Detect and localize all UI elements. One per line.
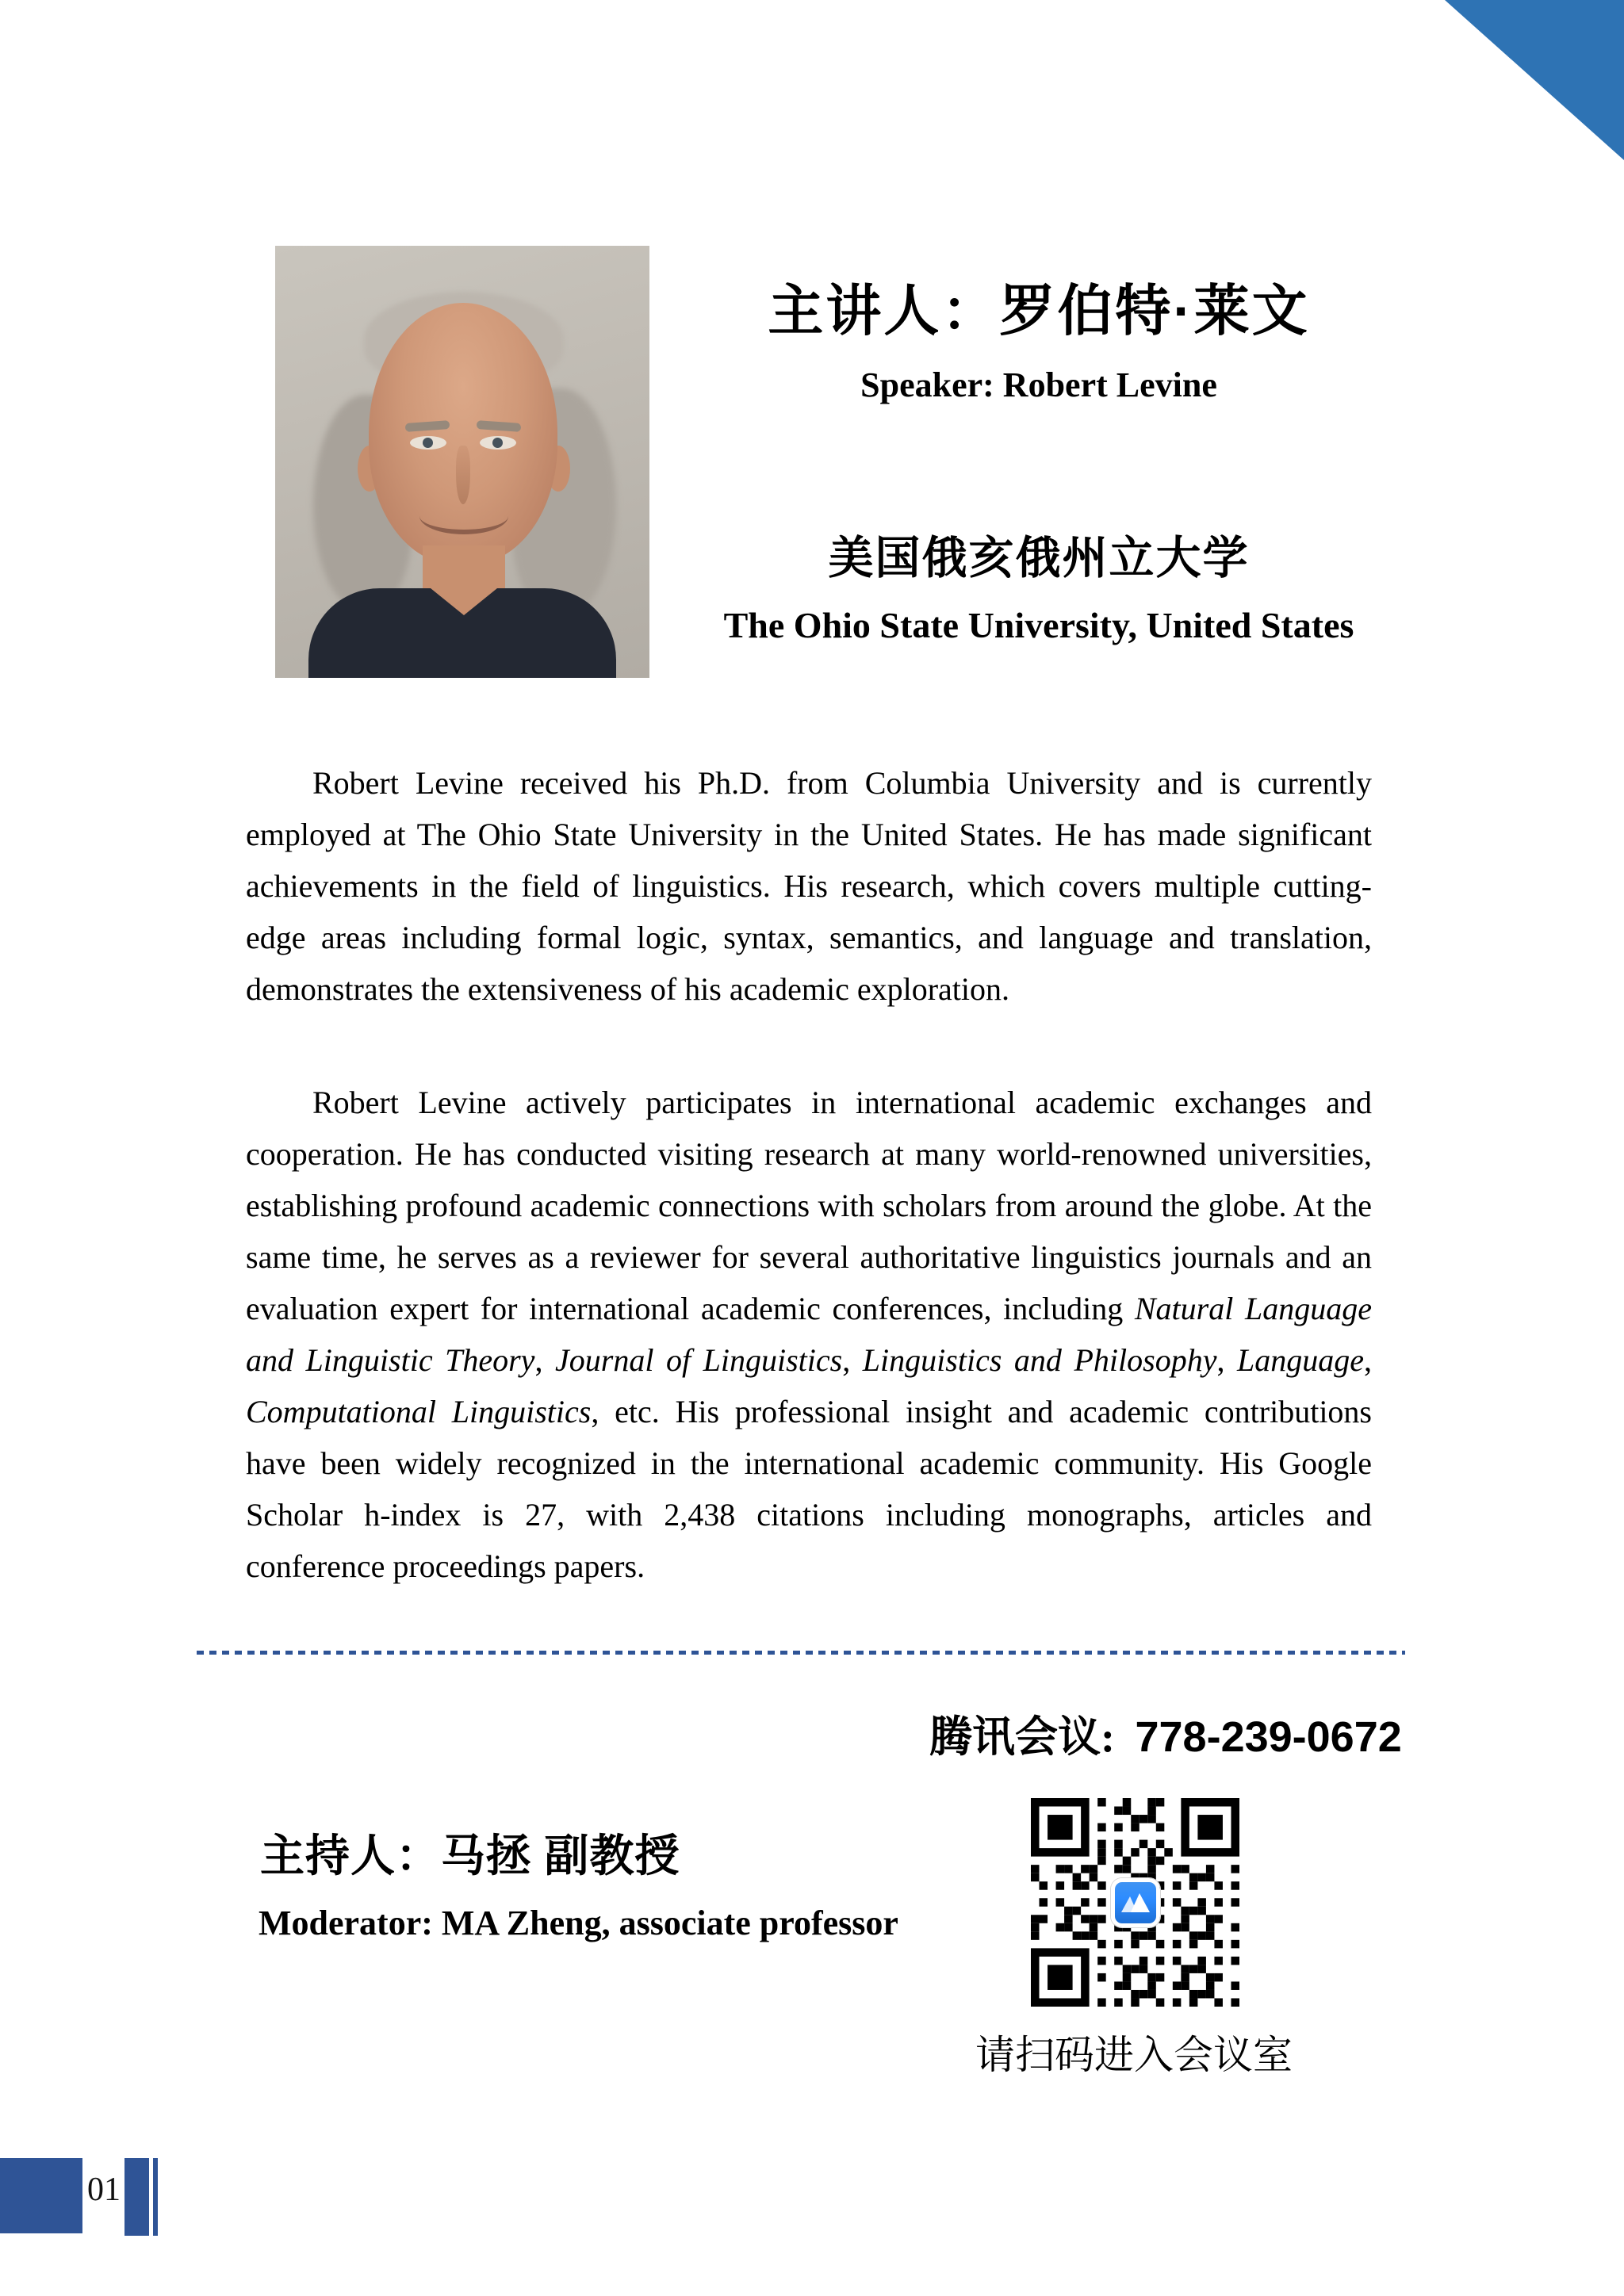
dashed-divider — [197, 1651, 1405, 1655]
bio-paragraph-2: Robert Levine actively participates in international academic exchanges and cooperation. He has conducted visiting research at many world-renowned universities, establishing profound academic connections with scholars from around the globe. At the same time, he serves as a reviewer for several authoritative linguistics journals and an evaluation expert for international academic conferences, including Natural Language and Linguistic Theory, Journal of Linguistics, Linguistics and Philosophy, Language, Computational Linguistics, etc. His professional insight and academic contributions have been widely recognized in the international academic community. His Google Scholar h-index is 27, with 2,438 citations including monographs, articles and conference proceedings papers. — [246, 1085, 1373, 1584]
photo-face-part — [410, 436, 446, 450]
corner-triangle-decoration — [1445, 0, 1624, 160]
meeting-info-line — [929, 1703, 1402, 1764]
scan-hint-text: 请扫码进入会议室 — [975, 2033, 1293, 2077]
footer-bar-decoration — [124, 2158, 149, 2236]
biography-section — [246, 757, 1372, 1592]
affiliation-zh: 美国俄亥俄州立大学 — [828, 533, 1250, 584]
photo-face-part — [456, 446, 470, 504]
meeting-id: 778-239-0672 — [1135, 1713, 1402, 1761]
bio-paragraph-1: Robert Levine received his Ph.D. from Columbia University and is currently employed at The Ohio State University in the United States. He has made significant achievements in the field of linguistics. His research, which covers multiple cutting-edge areas including formal logic, syntax, semantics, and language and translation, demonstrates the extensiveness of his academic exploration. — [246, 765, 1372, 1007]
moderator-line-zh: 主持人：马拯 副教授 — [260, 1831, 680, 1881]
photo-face-part — [419, 498, 508, 534]
speaker-title-en: Speaker: Robert Levine — [860, 365, 1217, 404]
tencent-meeting-logo-icon — [1111, 1878, 1160, 1927]
affiliation-en: The Ohio State University, United States — [723, 605, 1354, 645]
page-number: 01 — [87, 2172, 121, 2208]
footer-rectangle-decoration — [0, 2158, 82, 2233]
moderator-line-en: Moderator: MA Zheng, associate professor — [259, 1904, 898, 1942]
speaker-photo — [275, 246, 649, 678]
speaker-title-zh: 主讲人：罗伯特·莱文 — [768, 280, 1310, 342]
photo-face-part — [480, 436, 516, 450]
footer-bar-decoration — [153, 2158, 158, 2236]
qr-code — [1031, 1798, 1239, 2007]
meeting-platform-label: 腾讯会议: — [929, 1713, 1115, 1761]
